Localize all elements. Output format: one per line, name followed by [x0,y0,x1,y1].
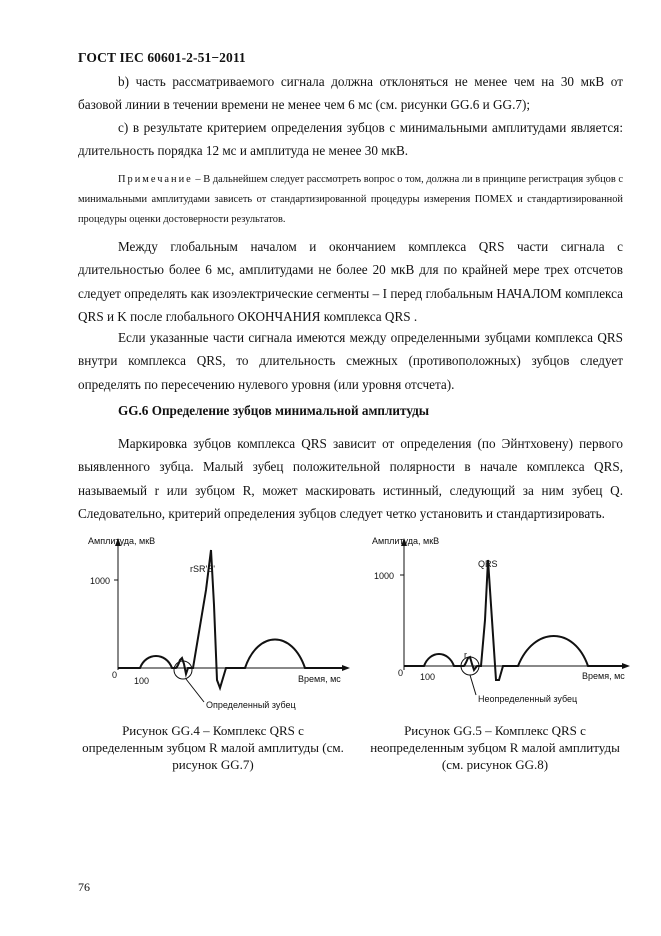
y-axis-label: Амплитуда, мкВ [88,536,156,546]
x-axis-label: Время, мс [298,674,341,684]
annotation-text: Определенный зубец [206,700,296,710]
origin-label: 0 [398,668,404,678]
figure-gg5-caption: Рисунок GG.5 – Комплекс QRS с неопределенным зубцом R малой амплитуды (см. рисунок GG.8) [370,723,620,772]
figure-gg4-caption: Рисунок GG.4 – Комплекс QRS с определенным зубцом R малой амплитуды (см. рисунок GG.7) [82,723,344,772]
ecg-waveform [118,550,344,688]
x-tick-100: 100 [134,676,150,686]
paragraph-marking: Маркировка зубцов комплекса QRS зависит от определения (по Эйнтховену) первого выявленного зубца. Малый зубец положительной полярности в начале комплекса QRS, называемый r или зубцом R, может маскировать истинный, следующий за ним зубец Q. Следовательно, критерий определения зубцов следует четко установить и стандартизировать. [78,436,623,521]
document-header: ГОСТ IEC 60601-2-51−2011 [78,50,246,65]
paragraph-b: b) часть рассматриваемого сигнала должна отклоняться не менее чем на 30 мкВ от базовой линии в течении времени не менее чем 6 мс (см. рисунки GG.6 и GG.7); [78,74,623,113]
figure-gg4-chart [80,530,355,715]
x-tick-100: 100 [420,672,436,682]
figure-gg5-chart [368,530,638,715]
paragraph-isoelectric: Между глобальным началом и окончанием комплекса QRS части сигнала с длительностью более 6 мс, амплитудами не более 20 мкВ для по крайней мере трех отсчетов следует определять как изоэлектрические сегменты – I перед глобальным НАЧАЛОМ комплекса QRS и K после глобального ОКОНЧАНИЯ комплекса QRS . [78,239,623,324]
ecg-waveform [404,560,624,680]
note-text: – В дальнейшем следует рассмотреть вопрос о том, должна ли в принципе регистрация зубцов с минимальными амплитудами зависеть от стандартизированной процедуры измерения ПОМЕХ и стандартизированной процедуры оценки достоверности результатов. [78,174,623,225]
peak-label: rSR'S' [190,564,215,574]
paragraph-zero-crossing: Если указанные части сигнала имеются между определенными зубцами комплекса QRS внутри комплекса QRS, то длительность смежных (противоположных) зубцов следует определять по пересечению нулевого уровня (или уровня отсчета). [78,330,623,392]
note-label: Примечание [118,174,193,185]
x-axis-label: Время, мс [582,671,625,681]
small-wave-label: r [464,650,467,660]
annotation-text: Неопределенный зубец [478,694,578,704]
y-tick-1000: 1000 [90,576,111,586]
origin-label: 0 [112,670,118,680]
page-number: 76 [78,880,90,894]
paragraph-c: с) в результате критерием определения зубцов с минимальными амплитудами является: длительность порядка 12 мс и амплитуда не менее 30 мкВ. [78,120,623,159]
peak-label: QRS [478,559,498,569]
y-axis-label: Амплитуда, мкВ [372,536,440,546]
annotation-leader [470,675,476,695]
note [78,170,623,230]
y-tick-1000: 1000 [374,571,395,581]
section-title: GG.6 Определение зубцов минимальной амплитуды [118,403,430,418]
annotation-leader [186,679,204,702]
